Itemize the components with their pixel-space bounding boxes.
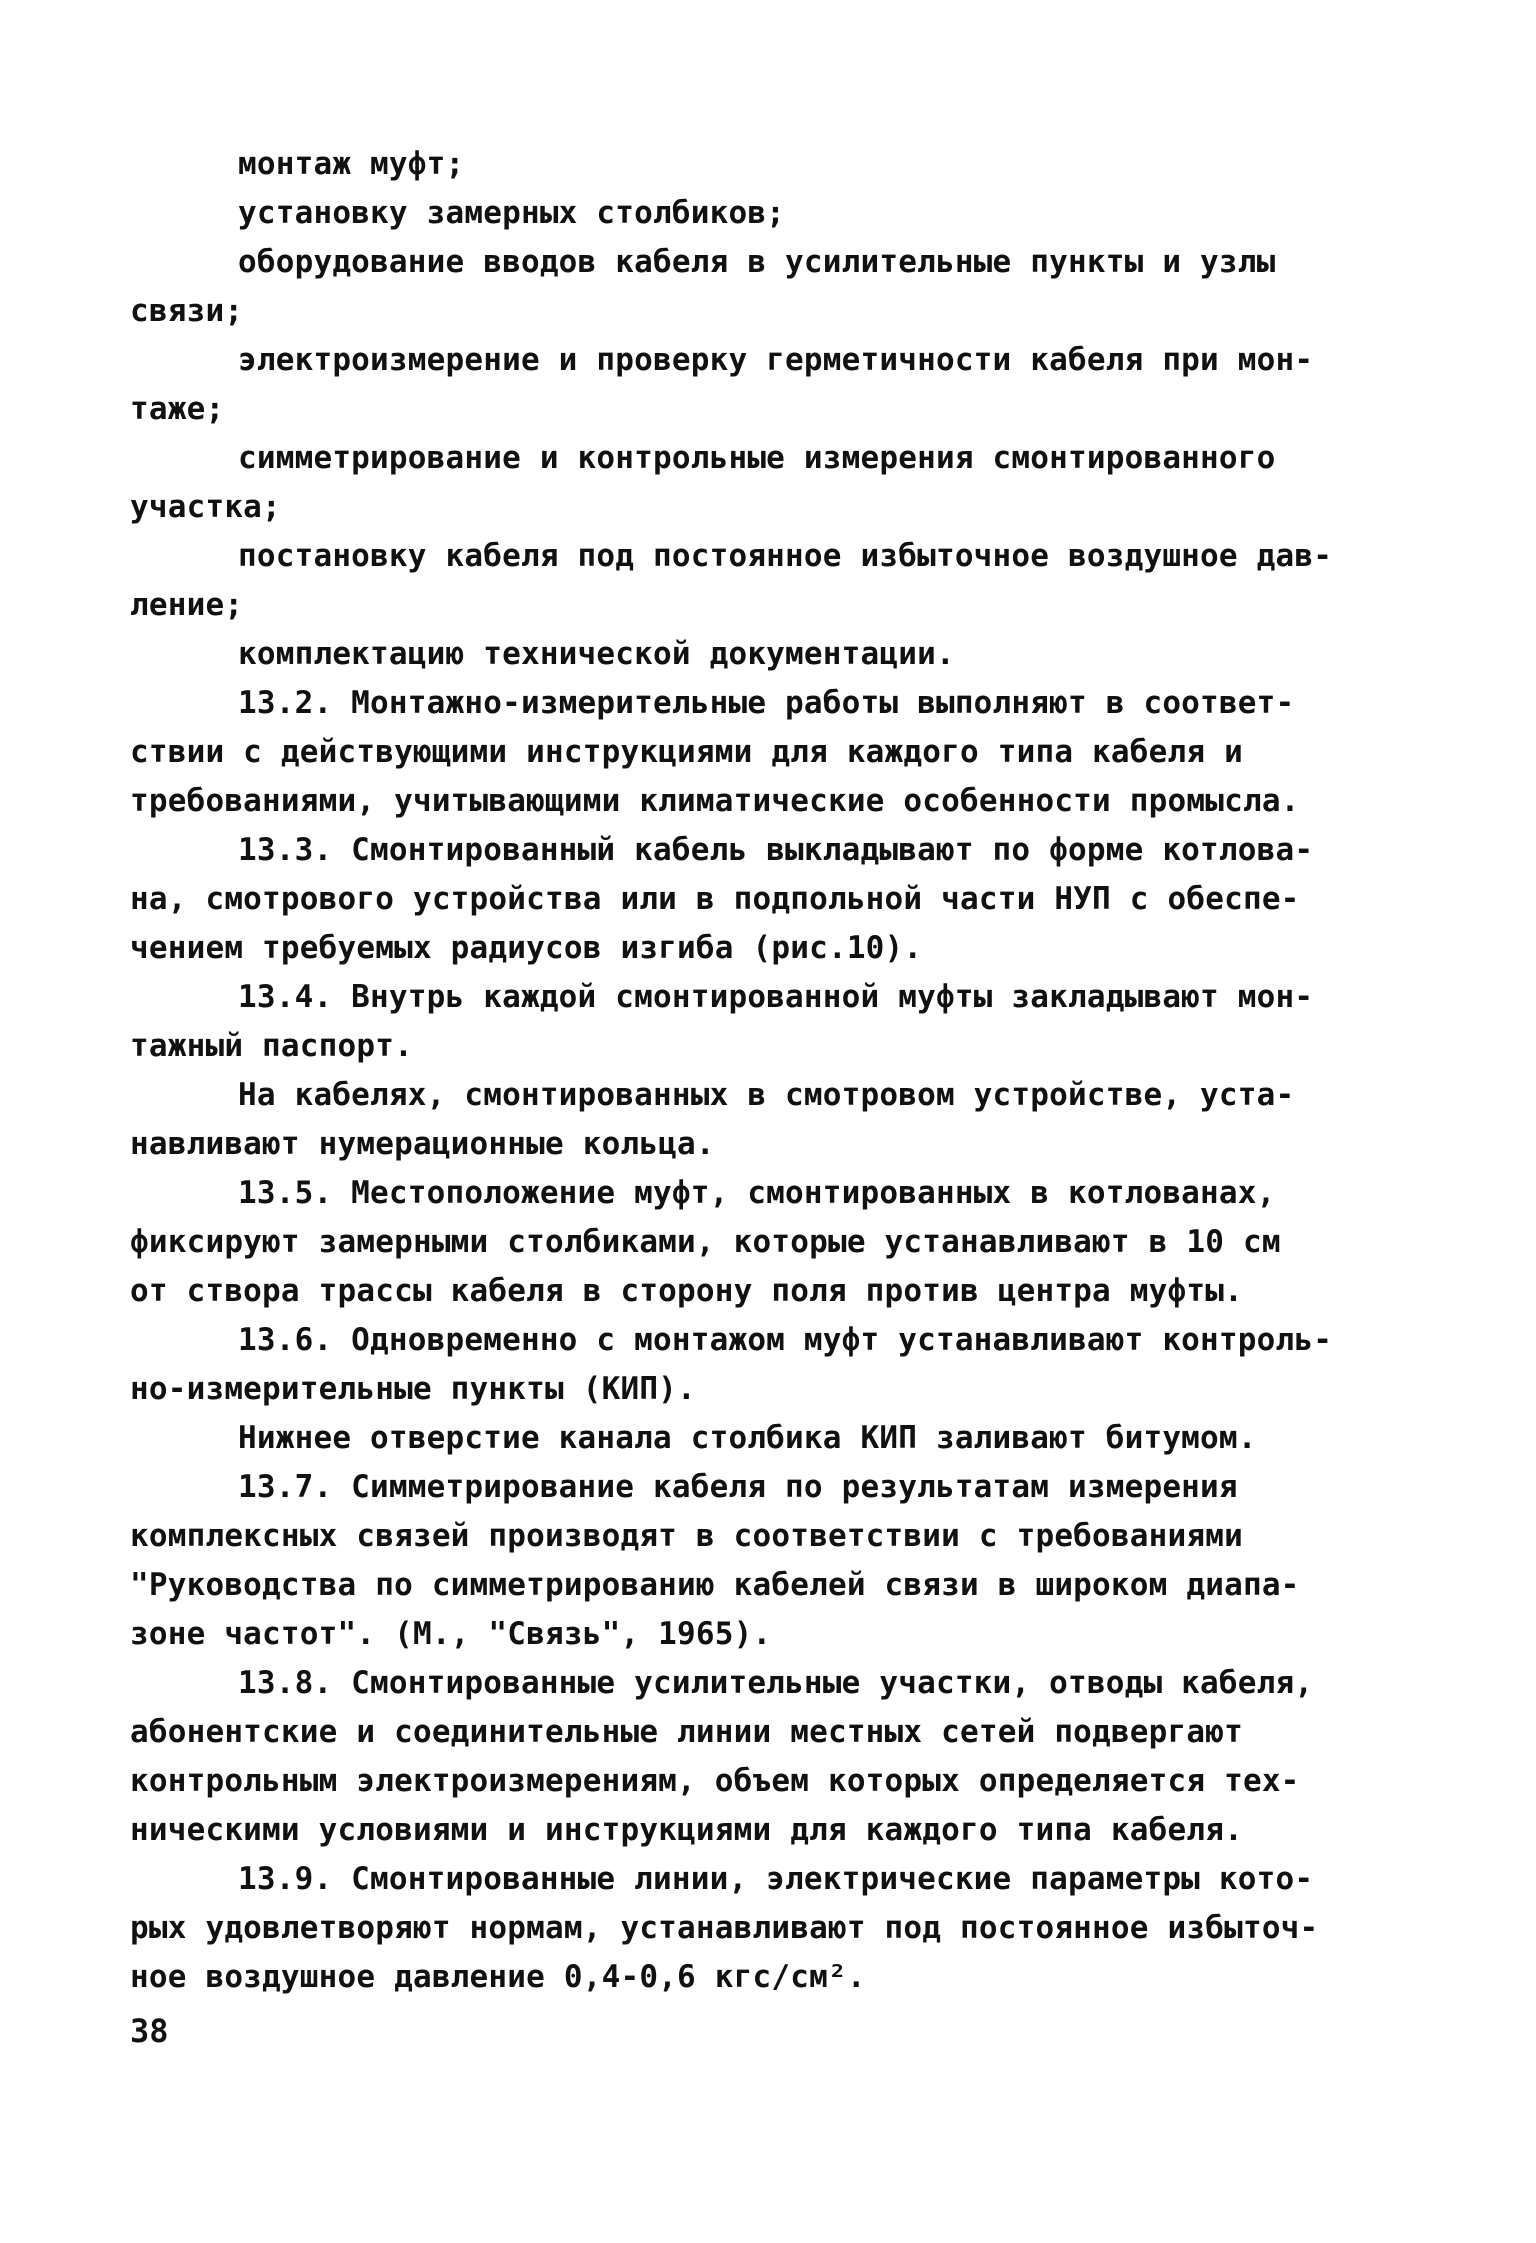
text-line: 13.3. Смонтированный кабель выкладывают по форме котлова- <box>238 832 1314 868</box>
text-line: но-измерительные пункты (КИП). <box>130 1371 696 1407</box>
page-number: 38 <box>130 2012 169 2050</box>
text-line: установку замерных столбиков; <box>238 195 786 231</box>
text-line: навливают нумерационные кольца. <box>130 1126 715 1162</box>
text-line: 13.5. Местоположение муфт, смонтированных в котлованах, <box>238 1175 1276 1211</box>
text-line: На кабелях, смонтированных в смотровом устройстве, уста- <box>238 1077 1295 1113</box>
text-line: от створа трассы кабеля в сторону поля против центра муфты. <box>130 1273 1243 1309</box>
text-line: ническими условиями и инструкциями для каждого типа кабеля. <box>130 1812 1243 1848</box>
text-line: чением требуемых радиусов изгиба (рис.10). <box>130 930 923 966</box>
text-line: связи; <box>130 293 244 329</box>
text-line: монтаж муфт; <box>238 146 465 182</box>
text-line: требованиями, учитывающими климатические особенности промысла. <box>130 783 1300 819</box>
text-line: 13.2. Монтажно-измерительные работы выполняют в соответ- <box>238 685 1295 721</box>
text-line: Нижнее отверстие канала столбика КИП заливают битумом. <box>238 1420 1257 1456</box>
text-line: ное воздушное давление 0,4-0,6 кгс/см². <box>130 1959 866 1995</box>
text-line: оборудование вводов кабеля в усилительные пункты и узлы <box>238 244 1276 280</box>
text-line: электроизмерение и проверку герметичности кабеля при мон- <box>238 342 1314 378</box>
text-line: зоне частот". (М., "Связь", 1965). <box>130 1616 772 1652</box>
text-line: контрольным электроизмерениям, объем которых определяется тех- <box>130 1763 1300 1799</box>
text-line: ствии с действующими инструкциями для каждого типа кабеля и <box>130 734 1243 770</box>
text-line: 13.7. Симметрирование кабеля по результатам измерения <box>238 1469 1238 1505</box>
text-line: абонентские и соединительные линии местных сетей подвергают <box>130 1714 1243 1750</box>
text-line: "Руководства по симметрированию кабелей связи в широком диапа- <box>130 1567 1300 1603</box>
text-line: таже; <box>130 391 225 427</box>
text-line: на, смотрового устройства или в подпольной части НУП с обеспе- <box>130 881 1300 917</box>
text-line: комплектацию технической документации. <box>238 636 955 672</box>
text-line: ление; <box>130 587 244 623</box>
text-line: 13.4. Внутрь каждой смонтированной муфты закладывают мон- <box>238 979 1314 1015</box>
body-text <box>130 140 1410 2002</box>
text-line: 13.6. Одновременно с монтажом муфт устанавливают контроль- <box>238 1322 1333 1358</box>
text-line: 13.8. Смонтированные усилительные участки, отводы кабеля, <box>238 1665 1314 1701</box>
text-line: постановку кабеля под постоянное избыточное воздушное дав- <box>238 538 1333 574</box>
text-line: симметрирование и контрольные измерения смонтированного <box>238 440 1276 476</box>
text-line: комплексных связей производят в соответствии с требованиями <box>130 1518 1243 1554</box>
text-line: участка; <box>130 489 281 525</box>
text-line: тажный паспорт. <box>130 1028 413 1064</box>
text-line: фиксируют замерными столбиками, которые устанавливают в 10 см <box>130 1224 1281 1260</box>
text-line: рых удовлетворяют нормам, устанавливают под постоянное избыточ- <box>130 1910 1319 1946</box>
text-line: 13.9. Смонтированные линии, электрические параметры кото- <box>238 1861 1314 1897</box>
